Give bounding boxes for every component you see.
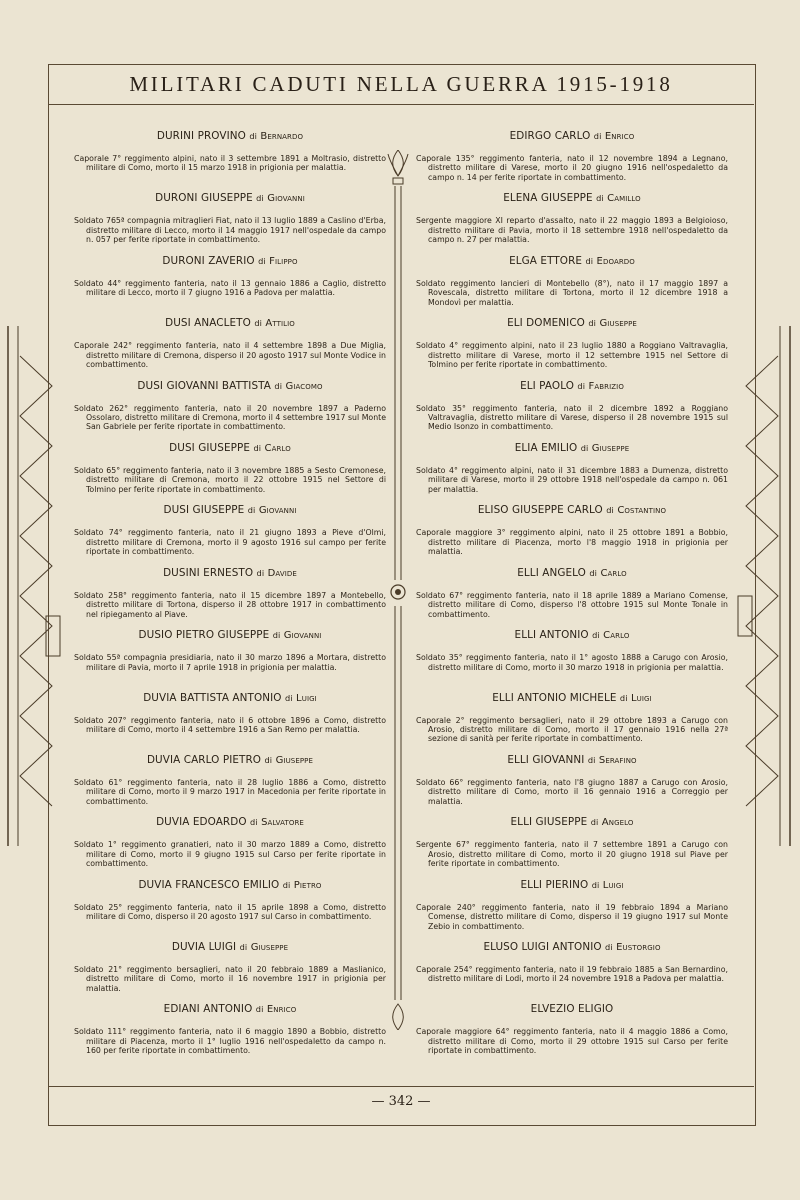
entry-text: Caporale 242° reggimento fanteria, nato il 4 settembre 1898 a Due Miglia, distretto militare di Cremona, disperso il 20 agosto 1917 sul Monte Vodice in combattimento. xyxy=(74,341,386,369)
entry xyxy=(416,754,728,816)
entry-name: EDIANI ANTONIO di Enrico xyxy=(163,1003,297,1016)
entry-text: Soldato 21° reggimento bersaglieri, nato il 20 febbraio 1889 a Maslianico, distretto militare di Como, morto il 16 novembre 1917 in prigionia per malattia. xyxy=(74,965,386,993)
entry-name: DUSI GIUSEPPE di Carlo xyxy=(169,441,291,454)
entry-name: DUSIO PIETRO GIUSEPPE di Giovanni xyxy=(138,629,322,642)
entry-name: ELGA ETTORE di Edoardo xyxy=(509,254,635,267)
entry-name: ELLI GIOVANNI di Serafino xyxy=(507,753,637,766)
lance-ornament-icon xyxy=(384,150,412,1030)
entry xyxy=(416,941,728,1003)
entry-text: Caporale 254° reggimento fanteria, nato il 19 febbraio 1885 a San Bernardino, distretto militare di Lodi, morto il 24 novembre 1918 a Padova per malattia. xyxy=(416,965,728,984)
right-column xyxy=(416,130,728,1066)
entry xyxy=(74,816,386,878)
entry-name: DUVIA CARLO PIETRO di Giuseppe xyxy=(146,753,314,766)
entry xyxy=(74,1003,386,1065)
entry xyxy=(74,879,386,941)
entry-text: Soldato 67° reggimento fanteria, nato il 18 aprile 1889 a Mariano Comense, distretto militare di Como, disperso l'8 ottobre 1915 sul Monte Tonale in combattimento. xyxy=(416,590,728,619)
entry xyxy=(74,130,386,192)
entry-text: Soldato 66° reggimento fanteria, nato l'8 giugno 1887 a Carugo con Arosio, distretto militare di Como, morto il 16 gennaio 1916 a Correggio per malattia. xyxy=(416,777,728,806)
entry-text: Soldato 55ª compagnia presidiaria, nato il 30 marzo 1896 a Mortara, distretto militare di Pavia, morto il 7 aprile 1918 in prigionia per malattia. xyxy=(74,653,386,672)
entry xyxy=(416,192,728,254)
entry xyxy=(416,380,728,442)
entry-text: Soldato 1° reggimento granatieri, nato il 30 marzo 1889 a Como, distretto militare di Como, morto il 9 giugno 1915 sul Carso per ferite riportate in combattimento. xyxy=(74,840,386,869)
entry xyxy=(74,442,386,504)
entry-text: Caporale 240° reggimento fanteria, nato il 19 febbraio 1894 a Mariano Comense, distretto militare di Como, disperso il 19 giugno 1917 sul Monte Zebio in combattimento. xyxy=(416,902,728,931)
entry-text: Soldato 4° reggimento alpini, nato il 31 dicembre 1883 a Dumenza, distretto militare di Varese, morto il 29 ottobre 1918 nell'ospedale da campo n. 061 per malattia. xyxy=(416,465,728,494)
entry-name: DURONI ZAVERIO di Filippo xyxy=(162,254,298,267)
entry-name: DUSI GIOVANNI BATTISTA di Giacomo xyxy=(137,379,323,392)
entry-name: DUVIA EDOARDO di Salvatore xyxy=(156,816,304,829)
entry xyxy=(74,380,386,442)
left-column xyxy=(74,130,386,1066)
entry xyxy=(74,504,386,566)
entry-text: Soldato 207° reggimento fanteria, nato il 6 ottobre 1896 a Como, distretto militare di Como, morto il 4 settembre 1916 a San Remo per malattia. xyxy=(74,715,386,734)
entry-text: Soldato 35° reggimento fanteria, nato il 2 dicembre 1892 a Roggiano Valtravaglia, distretto militare di Varese, disperso il 28 novembre 1915 sul Medio Isonzo in combattimento. xyxy=(416,403,728,432)
entry xyxy=(416,1003,728,1065)
entry-text: Soldato 111° reggimento fanteria, nato il 6 maggio 1890 a Bobbio, distretto militare di Piacenza, morto il 1° luglio 1916 nell'ospedaletto da campo n. 160 per ferite riportate in combattimento. xyxy=(74,1027,386,1056)
entry-name: ELVEZIO ELIGIO xyxy=(530,1003,614,1016)
entry-name: ELLI PIERINO di Luigi xyxy=(520,878,624,891)
entry-name: DUVIA LUIGI di Giuseppe xyxy=(171,941,289,954)
entry-name: DUVIA FRANCESCO EMILIO di Pietro xyxy=(138,878,322,891)
entry-text: Soldato 61° reggimento fanteria, nato il 28 luglio 1886 a Como, distretto militare di Como, morto il 9 marzo 1917 in Macedonia per ferite riportate in combattimento. xyxy=(74,777,386,806)
entry-name: ELUSO LUIGI ANTONIO di Eustorgio xyxy=(483,941,661,954)
entry xyxy=(74,317,386,379)
entry-text: Sergente maggiore XI reparto d'assalto, nato il 22 maggio 1893 a Belgioioso, distretto militare di Pavia, morto il 18 settembre 1918 nell'ospedaletto da campo n. 27 per malattia. xyxy=(416,216,728,245)
entry xyxy=(416,629,728,691)
entry-text: Caporale 2° reggimento bersaglieri, nato il 29 ottobre 1893 a Carugo con Arosio, distretto militare di Como, morto il 17 gennaio 1916 nella 27ª sezione di sanità per ferite riportate in combattimento. xyxy=(416,715,728,744)
entry xyxy=(416,692,728,754)
right-lance-ornament-icon xyxy=(732,326,800,846)
entry-text: Soldato 262° reggimento fanteria, nato il 20 novembre 1897 a Paderno Ossolaro, distretto militare di Cremona, morto il 4 settembre 1917 sul Monte San Gabriele per ferite riportate in combattimento. xyxy=(74,403,386,432)
entry-text: Caporale maggiore 64° reggimento fanteria, nato il 4 maggio 1886 a Como, distretto militare di Como, morto il 29 ottobre 1915 sul Carso per ferite riportate in combattimento. xyxy=(416,1027,728,1056)
entry xyxy=(74,255,386,317)
entry xyxy=(416,442,728,504)
entry xyxy=(416,504,728,566)
entry-name: DURONI GIUSEPPE di Giovanni xyxy=(155,192,305,205)
entry-text: Soldato 4° reggimento alpini, nato il 23 luglio 1880 a Roggiano Valtravaglia, distretto militare di Varese, morto il 12 settembre 1915 nel Settore di Tolmino per ferite riportate in combattimento. xyxy=(416,341,728,369)
entry-name: DUVIA BATTISTA ANTONIO di Luigi xyxy=(143,691,317,704)
entry-name: ELLI ANGELO di Carlo xyxy=(517,566,627,579)
entry xyxy=(416,130,728,192)
entry-text: Soldato 74° reggimento fanteria, nato il 21 giugno 1893 a Pieve d'Olmi, distretto militare di Cremona, morto il 9 agosto 1916 sul campo per ferite riportate in combattimento. xyxy=(74,528,386,557)
entry-text: Soldato 65° reggimento fanteria, nato il 3 novembre 1885 a Sesto Cremonese, distretto militare di Cremona, morto il 22 ottobre 1915 nel Settore di Tolmino per ferite riportate in combattimento. xyxy=(74,465,386,494)
entry-name: ELI DOMENICO di Giuseppe xyxy=(507,317,637,330)
entry xyxy=(416,816,728,878)
page-header xyxy=(48,64,754,105)
entry xyxy=(416,567,728,629)
entry-text: Soldato 765ª compagnia mitraglieri Fiat, nato il 13 luglio 1889 a Caslino d'Erba, distretto militare di Lecco, morto il 14 maggio 1917 nell'ospedale da campo n. 057 per ferite riportate in combattimento. xyxy=(74,216,386,245)
entry-text: Caporale maggiore 3° reggimento alpini, nato il 25 ottobre 1891 a Bobbio, distretto militare di Piacenza, morto l'8 maggio 1918 in prigionia per malattia. xyxy=(416,528,728,557)
entry-name: DUSI ANACLETO di Attilio xyxy=(165,317,295,330)
entry xyxy=(74,629,386,691)
entry xyxy=(74,692,386,754)
left-lance-ornament-icon xyxy=(0,326,62,846)
entry xyxy=(416,879,728,941)
entry-name: ELIA EMILIO di Giuseppe xyxy=(514,441,630,454)
entry xyxy=(74,192,386,254)
entry xyxy=(416,317,728,379)
entry-name: DUSI GIUSEPPE di Giovanni xyxy=(163,504,297,517)
page-title: MILITARI CADUTI NELLA GUERRA 1915-1918 xyxy=(129,72,673,96)
entry-text: Soldato 44° reggimento fanteria, nato il 13 gennaio 1886 a Caglio, distretto militare di Lecco, morto il 7 giugno 1916 a Padova per malattia. xyxy=(74,278,386,298)
entry-text: Soldato 258° reggimento fanteria, nato il 15 dicembre 1897 a Montebello, distretto militare di Tortona, disperso il 28 ottobre 1917 in combattimento nel ripiegamento al Piave. xyxy=(74,590,386,619)
entry-name: DUSINI ERNESTO di Davide xyxy=(163,566,297,579)
entry-name: ELENA GIUSEPPE di Camillo xyxy=(503,192,641,205)
entry-name: DURINI PROVINO di Bernardo xyxy=(156,130,304,142)
page-number: — 342 — xyxy=(371,1094,431,1109)
entry xyxy=(416,255,728,317)
footer-rule xyxy=(48,1086,754,1087)
entry-text: Soldato 25° reggimento fanteria, nato il 15 aprile 1898 a Como, distretto militare di Como, disperso il 20 agosto 1917 sul Carso in combattimento. xyxy=(74,902,386,922)
entry-name: ELLI GIUSEPPE di Angelo xyxy=(510,816,634,829)
entry-text: Soldato reggimento lancieri di Montebello (8°), nato il 17 maggio 1897 a Rovescala, distretto militare di Tortona, morto il 12 dicembre 1918 a Mondovì per malattia. xyxy=(416,278,728,307)
entry-name: ELLI ANTONIO di Carlo xyxy=(514,629,630,642)
entry-name: ELI PAOLO di Fabrizio xyxy=(520,379,624,392)
entry-text: Sergente 67° reggimento fanteria, nato il 7 settembre 1891 a Carugo con Arosio, distretto militare di Como, morto il 20 giugno 1918 sul Piave per ferite riportate in combattimento. xyxy=(416,840,728,869)
entry xyxy=(74,567,386,629)
entry-text: Caporale 135° reggimento fanteria, nato il 12 novembre 1894 a Legnano, distretto militare di Varese, morto il 20 giugno 1916 nell'ospedaletto da campo n. 14 per ferite riportate in combattimento. xyxy=(416,154,728,182)
entry-name: ELISO GIUSEPPE CARLO di Costantino xyxy=(477,504,667,517)
entry xyxy=(74,754,386,816)
entry xyxy=(74,941,386,1003)
entry-text: Caporale 7° reggimento alpini, nato il 3 settembre 1891 a Moltrasio, distretto militare di Como, morto il 15 marzo 1918 in prigionia per malattia. xyxy=(74,154,386,173)
entry-name: ELLI ANTONIO MICHELE di Luigi xyxy=(492,691,652,704)
entry-text: Soldato 35° reggimento fanteria, nato il 1° agosto 1888 a Carugo con Arosio, distretto militare di Como, morto il 30 marzo 1918 in prigionia per malattia. xyxy=(416,653,728,672)
entry-name: EDIRGO CARLO di Enrico xyxy=(509,130,635,142)
